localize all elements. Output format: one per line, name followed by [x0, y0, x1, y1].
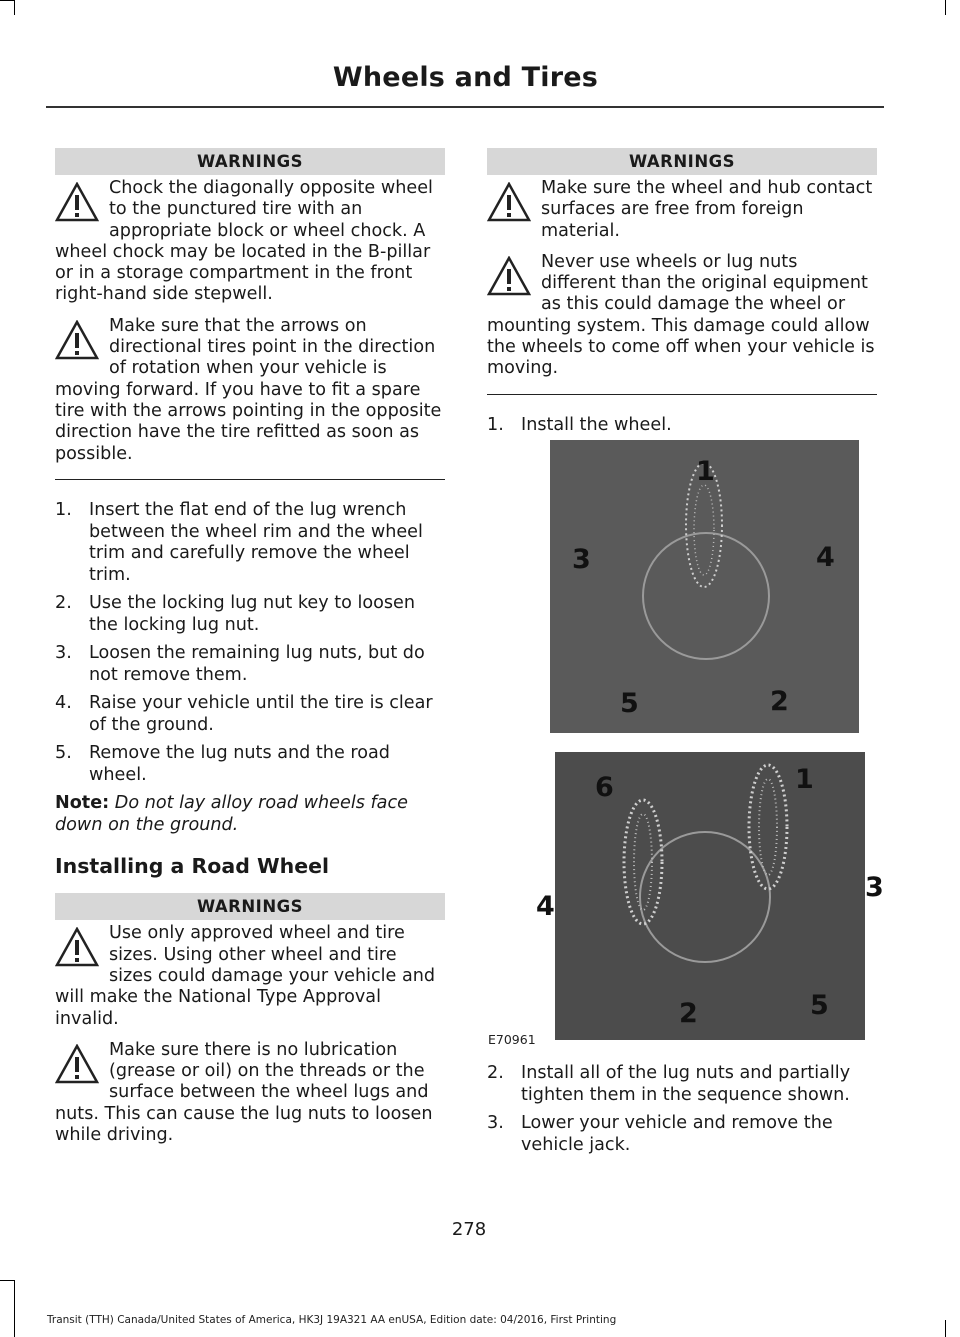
- figure-code: E70961: [488, 1032, 536, 1047]
- list-item: [55, 693, 445, 736]
- sequence-label: 5: [810, 990, 829, 1021]
- removal-steps: [55, 500, 445, 786]
- step-number: 3.: [487, 1113, 504, 1133]
- step-number: 5.: [55, 743, 72, 764]
- list-item: [487, 1063, 877, 1106]
- page-number: 278: [451, 1219, 487, 1240]
- warnings-heading: WARNINGS: [55, 148, 445, 175]
- page-title: Wheels and Tires: [332, 62, 598, 93]
- note-label: Note:: [55, 793, 110, 814]
- warning-text: Never use wheels or lug nuts different than the original equipment as this could damage the wheel or mounting system. This damage could allow the wheels to come off when your vehicle is moving.: [487, 251, 875, 379]
- list-item: [55, 593, 445, 636]
- warnings-end-rule: [487, 394, 877, 396]
- crop-mark: [0, 0, 14, 1]
- left-column: [55, 148, 445, 1146]
- warning-icon: [487, 178, 541, 240]
- outside-label-wrapper: [865, 860, 895, 900]
- list-item: [55, 643, 445, 686]
- sequence-label: 3: [865, 872, 884, 900]
- crop-mark: [945, 1320, 946, 1337]
- install-steps-after: [487, 1063, 877, 1163]
- warning-item: [487, 178, 877, 242]
- step-text: Remove the lug nuts and the road wheel.: [89, 743, 390, 785]
- warnings-heading: WARNINGS: [487, 148, 877, 175]
- sequence-label: 5: [620, 688, 639, 719]
- sequence-label: 1: [795, 764, 814, 795]
- install-step-1: [487, 415, 877, 437]
- lug-sequence-figure-6: [555, 752, 865, 1040]
- warnings-end-rule: [55, 479, 445, 481]
- list-item: [55, 743, 445, 786]
- sequence-label: 4: [536, 891, 555, 922]
- right-column: [487, 148, 877, 444]
- crop-mark: [945, 0, 946, 15]
- sequence-label: 2: [770, 686, 789, 717]
- list-item: [55, 500, 445, 586]
- sequence-label: 1: [696, 456, 715, 487]
- step-text: Loosen the remaining lug nuts, but do not remove them.: [89, 643, 425, 685]
- warning-text: Make sure that the arrows on directional tires point in the direction of rotation when your vehicle is moving forward. If you have to fit a spare tire with the arrows pointing in the opposite direction have the tire refitted as soon as possible.: [55, 315, 442, 464]
- sequence-label: 6: [595, 772, 614, 803]
- warning-item: [55, 316, 445, 465]
- step-number: 1.: [55, 500, 72, 521]
- warning-icon: [55, 178, 109, 240]
- sequence-label: 2: [679, 998, 698, 1029]
- step-text: Install the wheel.: [521, 415, 672, 436]
- footer-text: Transit (TTH) Canada/United States of America, HK3J 19A321 AA enUSA, Edition date: 04/2016, First Printing: [47, 1314, 617, 1326]
- sequence-label: 3: [572, 544, 591, 575]
- sequence-label: 4: [816, 542, 835, 573]
- warning-item: [487, 252, 877, 380]
- step-number: 2.: [487, 1063, 504, 1083]
- header-rule: [46, 106, 884, 108]
- note-text: Do not lay alloy road wheels face down on the ground.: [55, 793, 408, 835]
- warning-icon: [55, 316, 109, 378]
- crop-mark: [14, 1280, 15, 1337]
- step-text: Insert the flat end of the lug wrench between the wheel rim and the wheel trim and carefully remove the wheel trim.: [89, 500, 423, 585]
- warning-item: [55, 1040, 445, 1146]
- note: [55, 793, 445, 836]
- step-number: 4.: [55, 693, 72, 714]
- warnings-heading: WARNINGS: [55, 893, 445, 920]
- step-text: Install all of the lug nuts and partially tighten them in the sequence shown.: [521, 1063, 851, 1105]
- wheel-diagram: [555, 752, 865, 1040]
- list-item: [487, 415, 877, 437]
- step-text: Use the locking lug nut key to loosen the locking lug nut.: [89, 593, 416, 635]
- step-text: Lower your vehicle and remove the vehicle jack.: [521, 1113, 833, 1155]
- warning-text: Chock the diagonally opposite wheel to the punctured tire with an appropriate block or wheel chock. A wheel chock may be located in the B-pillar or in a storage compartment in the front right-hand side stepwell.: [55, 178, 433, 305]
- step-number: 1.: [487, 415, 504, 436]
- outside-label-wrapper: [530, 860, 570, 930]
- warning-icon: [55, 923, 109, 985]
- warning-icon: [487, 252, 541, 314]
- warning-text: Use only approved wheel and tire sizes. Using other wheel and tire sizes could damage your vehicle and will make the National Type Approval invalid.: [55, 923, 436, 1029]
- warning-text: Make sure there is no lubrication (grease or oil) on the threads or the surface between the wheel lugs and nuts. This can cause the lug nuts to loosen while driving.: [55, 1039, 433, 1146]
- warning-item: [55, 923, 445, 1029]
- crop-mark: [14, 0, 15, 15]
- warning-item: [55, 178, 445, 306]
- step-text: Raise your vehicle until the tire is clear of the ground.: [89, 693, 433, 735]
- step-number: 2.: [55, 593, 72, 614]
- section-heading: Installing a Road Wheel: [55, 854, 330, 879]
- step-number: 3.: [55, 643, 72, 664]
- warning-icon: [55, 1040, 109, 1102]
- wheel-diagram: [550, 440, 859, 733]
- warning-text: Make sure the wheel and hub contact surfaces are free from foreign material.: [541, 178, 873, 241]
- list-item: [487, 1113, 877, 1156]
- lug-sequence-figure-5: [550, 440, 859, 733]
- crop-mark: [0, 1280, 14, 1281]
